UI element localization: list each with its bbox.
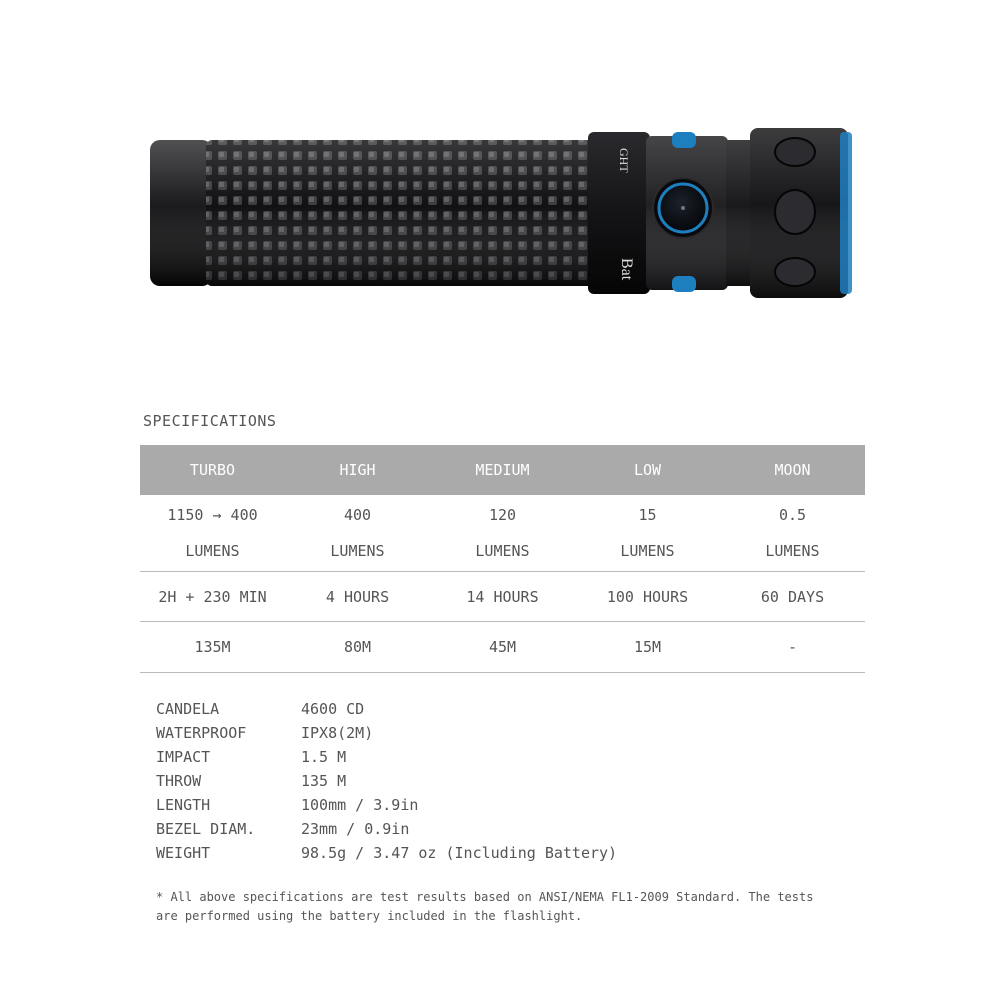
flashlight-image (140, 118, 860, 303)
detail-value: 1.5 M (301, 748, 347, 766)
detail-label: WEIGHT (156, 844, 211, 862)
detail-value: 100mm / 3.9in (301, 796, 419, 814)
detail-value: 4600 CD (301, 700, 365, 718)
output-unit: LUMENS (620, 542, 675, 560)
output-value: 1150 → 400 (167, 506, 258, 524)
detail-row-weight (156, 841, 617, 865)
footnote-line-1: * All above specifications are test results based on ANSI/NEMA FL1-2009 Standard. The tests (156, 890, 814, 904)
detail-label: THROW (156, 772, 202, 790)
detail-row-impact (156, 745, 617, 769)
detail-label: IMPACT (156, 748, 211, 766)
output-value: 120 (488, 506, 517, 524)
distance-row (140, 622, 865, 673)
output-row (140, 495, 865, 572)
footnote (156, 888, 856, 926)
detail-row-throw (156, 769, 617, 793)
specifications-table (140, 445, 865, 673)
output-unit: LUMENS (765, 542, 820, 560)
output-value: 400 (343, 506, 372, 524)
output-value: 15 (638, 506, 657, 524)
runtime-cell-turbo: 2H + 230 MIN (140, 572, 285, 622)
runtime-cell-moon: 60 DAYS (720, 572, 865, 622)
detail-row-candela (156, 697, 617, 721)
detail-label: CANDELA (156, 700, 220, 718)
detail-value: 135 M (301, 772, 347, 790)
mode-header-medium: MEDIUM (430, 445, 575, 495)
detail-value: 23mm / 0.9in (301, 820, 410, 838)
output-unit: LUMENS (185, 542, 240, 560)
distance-cell-low: 15M (575, 622, 720, 673)
mode-header-high: HIGH (285, 445, 430, 495)
output-cell-medium (430, 495, 575, 572)
output-unit: LUMENS (330, 542, 385, 560)
mode-header-low: LOW (575, 445, 720, 495)
runtime-cell-high: 4 HOURS (285, 572, 430, 622)
runtime-cell-low: 100 HOURS (575, 572, 720, 622)
detail-row-waterproof (156, 721, 617, 745)
distance-cell-medium: 45M (430, 622, 575, 673)
detail-value: 98.5g / 3.47 oz (Including Battery) (301, 844, 618, 862)
output-value: 0.5 (778, 506, 807, 524)
detail-label: WATERPROOF (156, 724, 247, 742)
bezel-ring (840, 132, 852, 294)
detail-row-bezel-diameter (156, 817, 617, 841)
engraving-top: GHT (617, 148, 631, 173)
detail-label: LENGTH (156, 796, 211, 814)
output-cell-turbo (140, 495, 285, 572)
output-cell-low (575, 495, 720, 572)
output-cell-high (285, 495, 430, 572)
runtime-row (140, 572, 865, 622)
details-list (156, 697, 617, 865)
mode-header-row (140, 445, 865, 495)
distance-cell-moon: - (720, 622, 865, 673)
distance-cell-high: 80M (285, 622, 430, 673)
distance-cell-turbo: 135M (140, 622, 285, 673)
detail-label: BEZEL DIAM. (156, 820, 256, 838)
detail-value: IPX8(2M) (301, 724, 374, 742)
output-cell-moon (720, 495, 865, 572)
footnote-line-2: are performed using the battery included in the flashlight. (156, 909, 583, 923)
engraving-brand: Bat (618, 258, 635, 281)
mode-header-moon: MOON (720, 445, 865, 495)
specifications-heading: SPECIFICATIONS (143, 412, 277, 430)
runtime-cell-medium: 14 HOURS (430, 572, 575, 622)
blue-accent-top (672, 132, 696, 148)
blue-accent-bottom (672, 276, 696, 292)
mode-header-turbo: TURBO (140, 445, 285, 495)
output-unit: LUMENS (475, 542, 530, 560)
detail-row-length (156, 793, 617, 817)
